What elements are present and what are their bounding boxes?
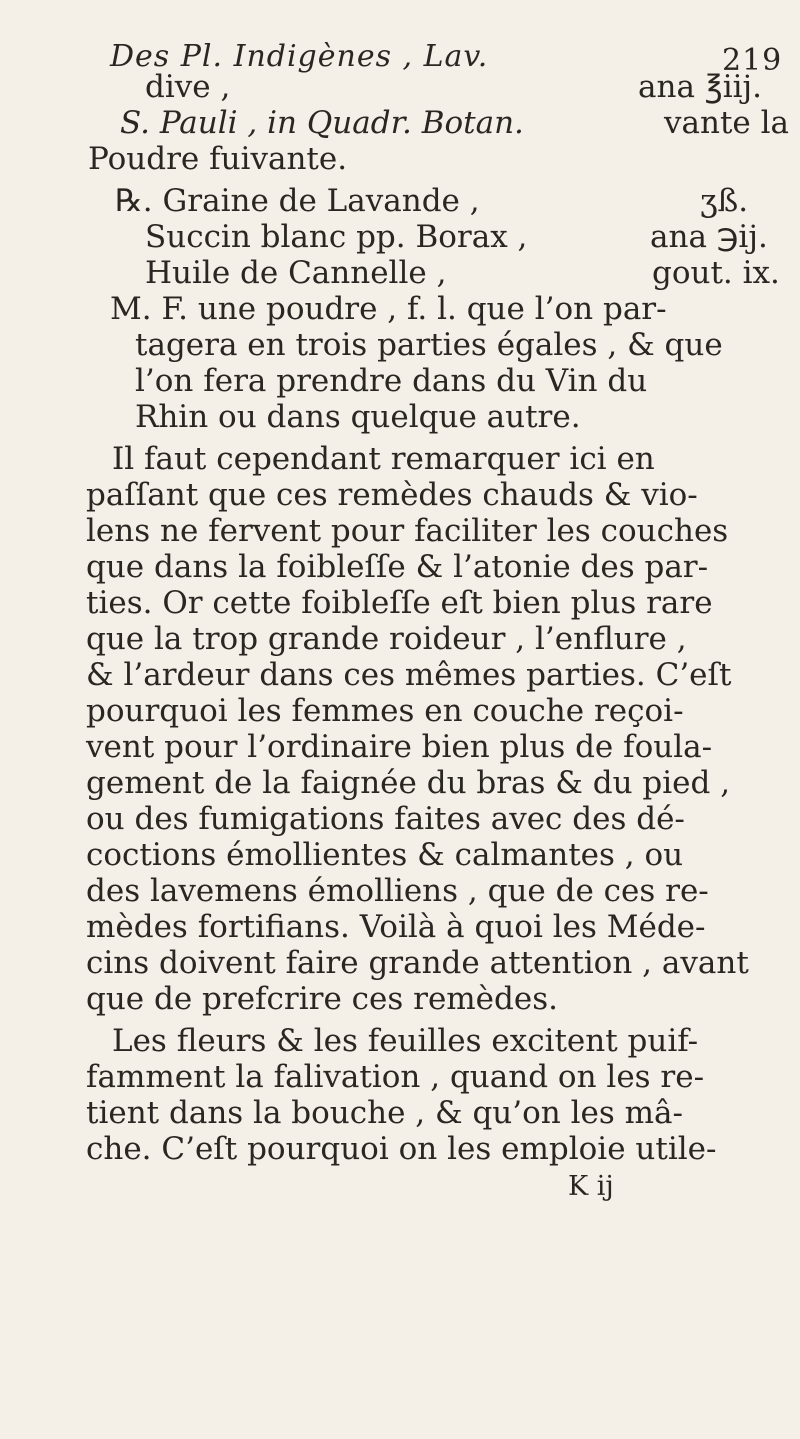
signature-mark: K ij	[568, 1171, 614, 1202]
page-number: 219	[722, 43, 783, 78]
book-page: Des Pl. Indigènes , Lav. 219 dive , ana ℥iij. S. Pauli , in Quadr. Botan. vante la Poudre fuivante. ℞. Graine de Lavande , ʒß. Succin blanc pp. Borax , ana ℈ij. Huile de Cannelle , gout. ix. M. F. une poudre , f. l. que l’on par- tagera en trois parties égales , & que l’on fera prendre dans du Vin du Rhin ou dans quelque autre. Il faut cependant remarquer ici en paſſant que ces remèdes chauds & vio- lens ne fervent pour faciliter les couches que dans la foibleſſe & l’atonie des par- ties. Or cette foibleſſe eſt bien plus rare que la trop grande roideur , l’enflure , & l’ardeur dans ces mêmes parties. C’eſt pourquoi les femmes en couche reçoi- vent pour l’ordinaire bien plus de foula- gement de la faignée du bras & du pied , ou des fumigations faites avec des dé- coctions émollientes & calmantes , ou des lavemens émolliens , que de ces re- mèdes fortifians. Voilà à quoi les Méde- cins doivent faire grande attention , avant que de prefcrire ces remèdes. Les fleurs & les feuilles excitent puif- famment la falivation , quand on les re- tient dans la bouche , & qu’on les mâ- che. C’eſt pourquoi on les emploie utile- K ij	[0, 0, 800, 1439]
running-title: Des Pl. Indigènes , Lav.	[110, 39, 489, 74]
